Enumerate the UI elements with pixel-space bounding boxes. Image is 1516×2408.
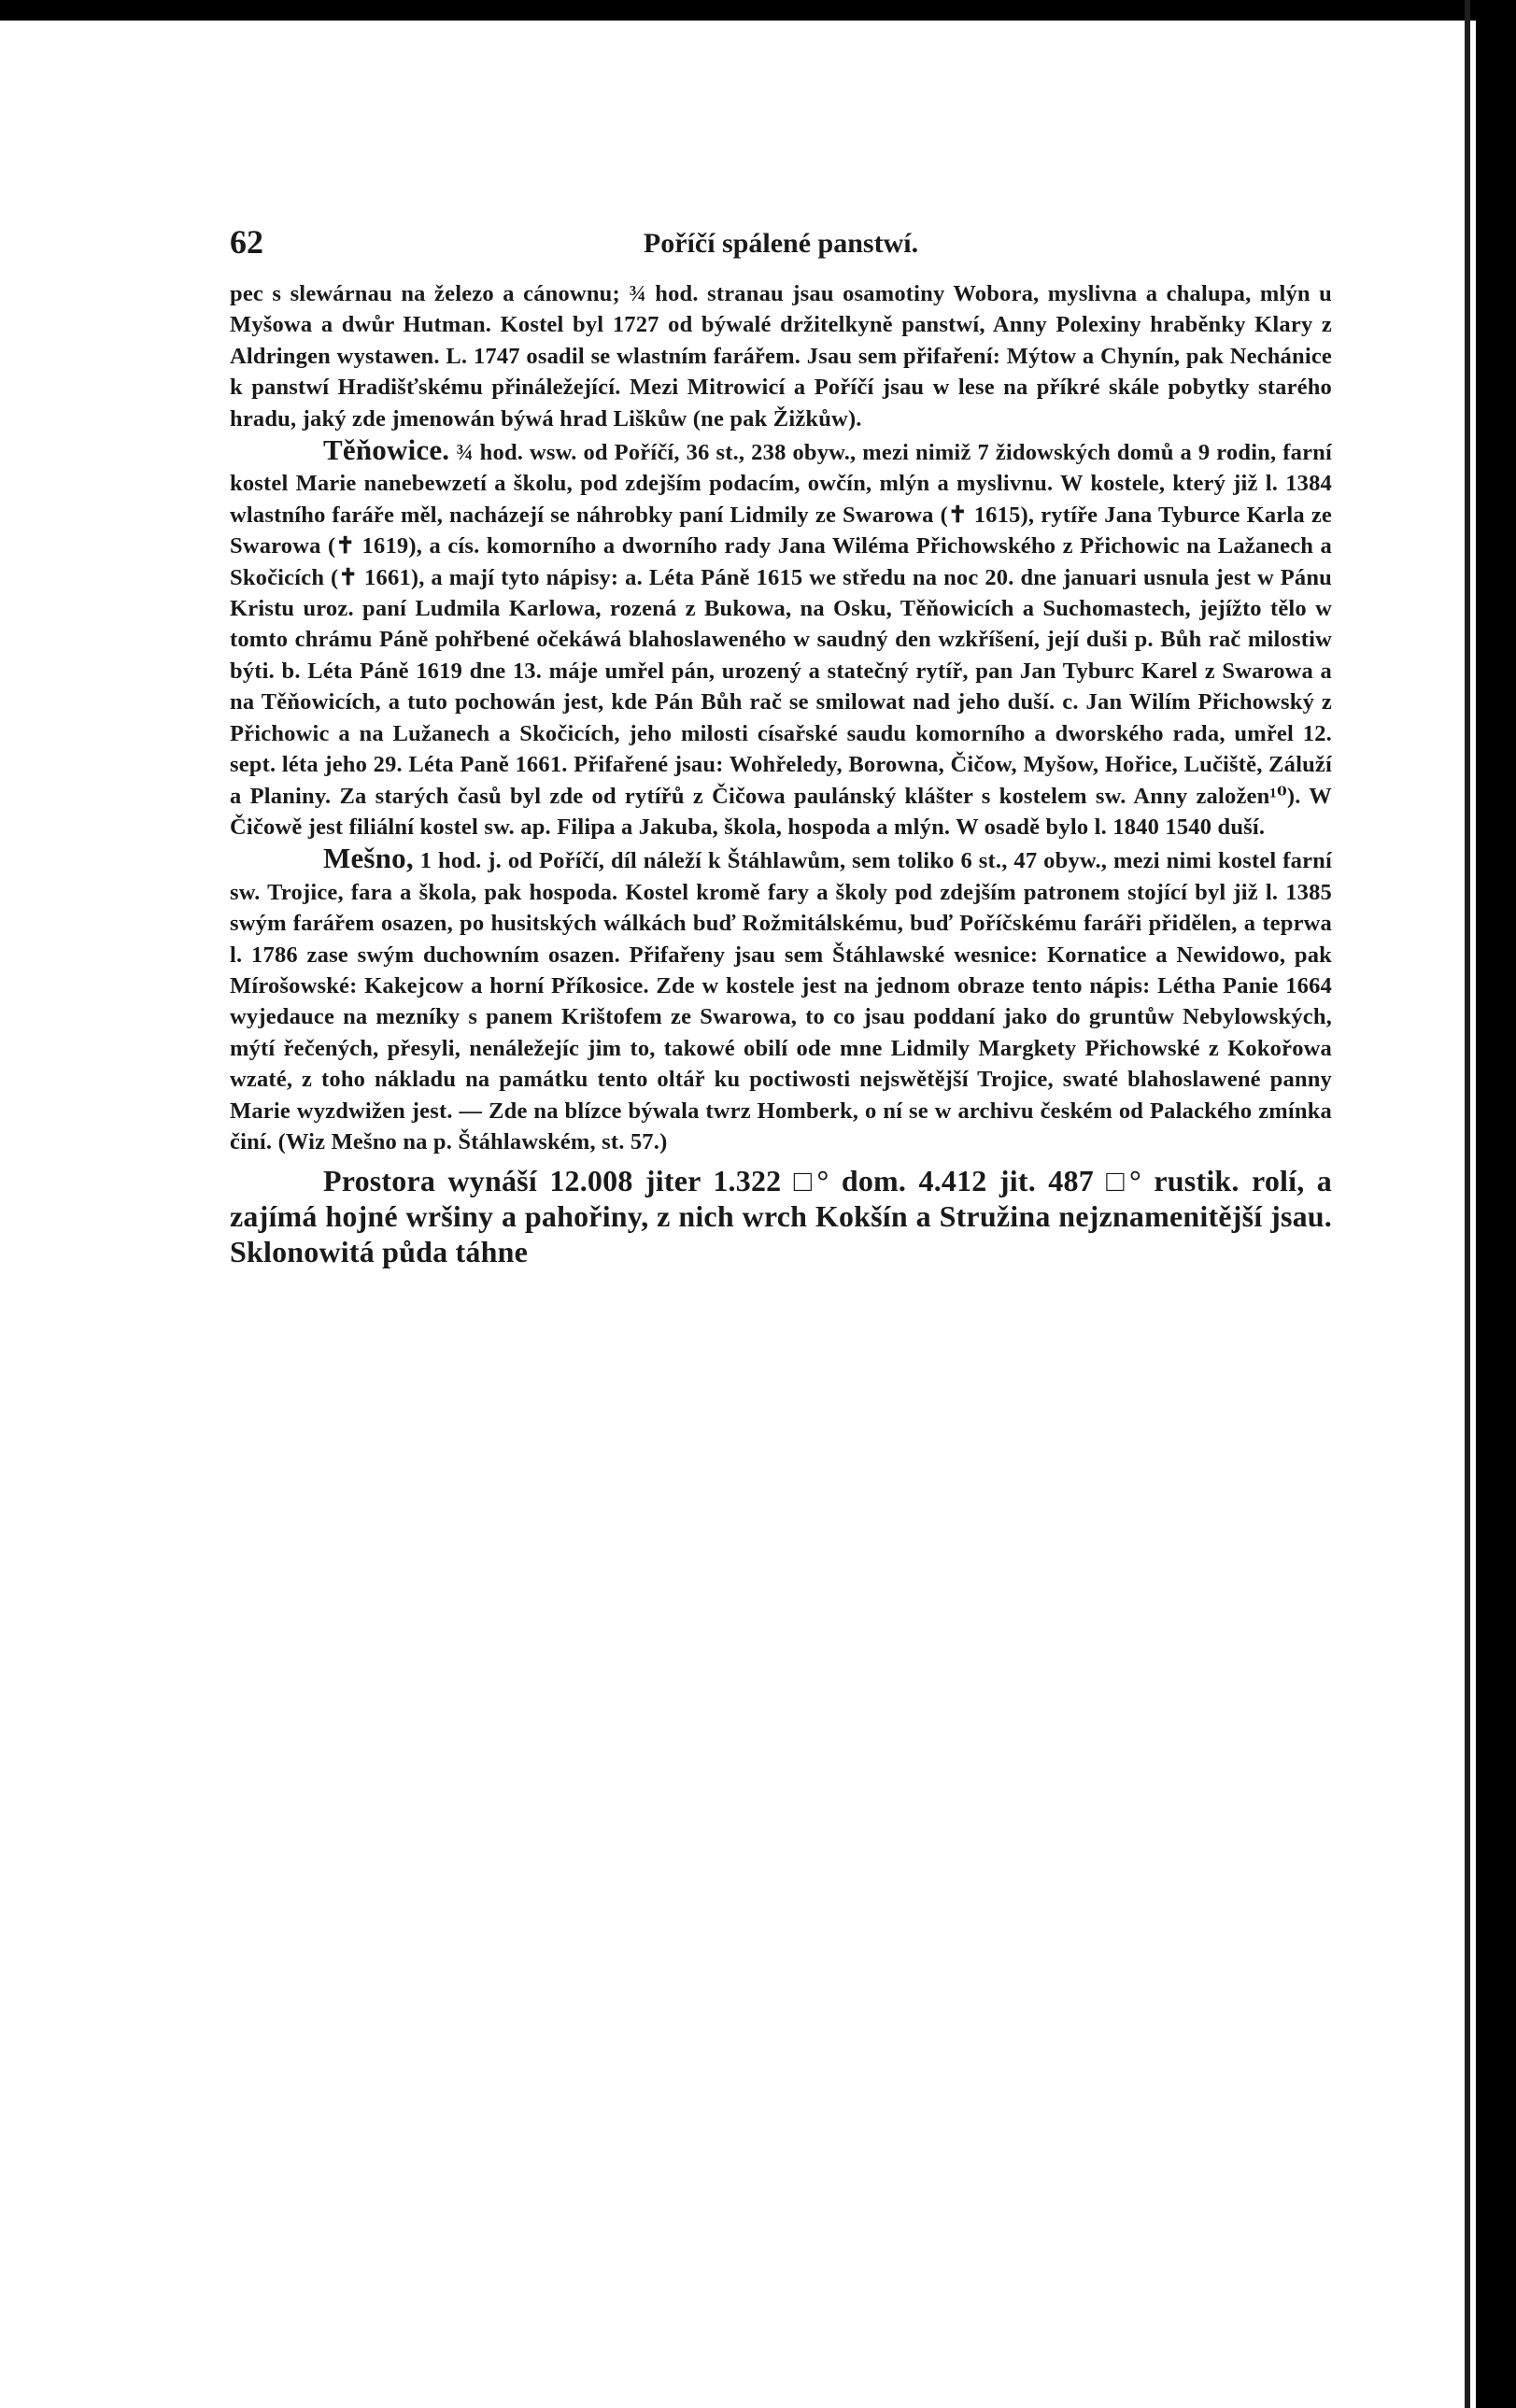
page-header [230, 222, 1332, 278]
paragraph-porici [230, 278, 1332, 434]
entry-heading-tenowice: Těňowice. [323, 433, 450, 467]
paragraph-text: Prostora wynáší 12.008 jiter 1.322 □° dom. 4.412 jit. 487 □° rustik. rolí, a zajímá hojné wršiny a pahořiny, z nich wrch Kokšín a Stružina nejznamenitější jsau. Sklonowitá půda táhne [230, 1164, 1332, 1269]
paragraph-tenowice [230, 434, 1332, 843]
scan-border-right [1476, 0, 1516, 2408]
scan-border-top [0, 0, 1516, 21]
paragraph-text: pec s slewárnau na železo a cánownu; ¾ hod. stranau jsau osamotiny Wobora, myslivna a chalupa, mlýn u Myšowa a dwůr Hutman. Kostel byl 1727 od býwalé držitelkyně panstwí, Anny Polexiny hraběnky Klary z Aldringen wystawen. L. 1747 osadil se wlastním farářem. Jsau sem přifaření: Mýtow a Chynín, pak Nechánice k panstwí Hradišťskému přináležející. Mezi Mitrowicí a Poříčí jsau w lese na příkré skále pobytky starého hradu, jaký zde jmenowán býwá hrad Liškůw (ne pak Žižkůw). [230, 281, 1332, 432]
paragraph-text: ¾ hod. wsw. od Poříčí, 36 st., 238 obyw., mezi nimiž 7 židowských domů a 9 rodin, farní kostel Marie nanebewzetí a školu, pod zdejším podacím, owčín, mlýn a myslivnu. W kostele, který již l. 1384 wlastního faráře měl, nacházejí se náhrobky paní Lidmily ze Swarowa (✝ 1615), rytíře Jana Tyburce Karla ze Swarowa (✝ 1619), a cís. komorního a dworního rady Jana Wiléma Přichowského z Přichowic na Lažanech a Skočicích (✝ 1661), a mají tyto nápisy: a. Léta Páně 1615 we středu na noc 20. dne januari usnula jest w Pánu Kristu uroz. paní Ludmila Karlowa, rozená z Bukowa, na Osku, Těňowicích a Suchomastech, jejížto tělo w tomto chrámu Páně pohřbené očekáwá blahoslaweného w saudný den wzkříšení, její duši p. Bůh rač milostiw býti. b. Léta Páně 1619 dne 13. máje umřel pán, urozený a statečný rytíř, pan Jan Tyburc Karel z Swarowa a na Těňowicích, a tuto pochowán jest, kde Pán Bůh rač se smilowat nad jeho duší. c. Jan Wilím Přichowský z Přichowic a na Lužanech a Skočicích, jeho milosti císařské saudu komorního a dworského rada, umřel 12. sept. léta jeho 29. Léta Paně 1661. Přifařené jsau: Wohřeledy, Borowna, Čičow, Myšow, Hořice, Lučiště, Záluží a Planiny. Za starých časů byl zde od rytířů z Čičowa paulánský klášter s kostelem sw. Anny založen¹⁰). W Čičowě jest filiální kostel sw. ap. Filipa a Jakuba, škola, hospoda a mlýn. W osadě bylo l. 1840 1540 duší. [230, 440, 1333, 840]
paragraph-text: 1 hod. j. od Poříčí, díl náleží k Štáhlawům, sem toliko 6 st., 47 obyw., mezi nimi kostel farní sw. Trojice, fara a škola, pak hospoda. Kostel kromě fary a školy pod zdejším patronem stojící byl již l. 1385 swým farářem osazen, po husitských wálkách buď Rožmitálskému, buď Poříčskému faráři přidělen, a teprwa l. 1786 zase swým duchowním osazen. Přifařeny jsau sem Štáhlawské wesnice: Kornatice a Newidowo, pak Mírošowské: Kakejcow a horní Příkosice. Zde w kostele jest na jednom obraze tento nápis: Létha Panie 1664 wyjedauce na mezníky s panem Krištofem ze Swarowa, to co jsau poddaní jako do gruntůw Nebylowských, mýtí řečených, přesyli, nenáležejíc jim to, takowé obilí ode mne Lidmily Margkety Přichowské z Kokořowa wzaté, z toho nákladu na památku tento oltář ku poctiwosti nejswětější Trojice, swaté blahoslawené panny Marie wyzdwižen jest. — Zde na blízce býwala twrz Homberk, o ní se w archivu českém od Palackého zmínka činí. (Wiz Mešno na p. Štáhlawském, st. 57.) [230, 848, 1332, 1154]
paragraph-mesno [230, 843, 1332, 1157]
scan-border-right-inner [1465, 0, 1470, 2408]
book-page [230, 222, 1332, 1269]
page-number: 62 [230, 223, 263, 261]
running-title: Poříčí spálené panstwí. [643, 228, 919, 259]
paragraph-prostora [230, 1163, 1332, 1269]
entry-heading-mesno: Mešno, [323, 842, 414, 875]
